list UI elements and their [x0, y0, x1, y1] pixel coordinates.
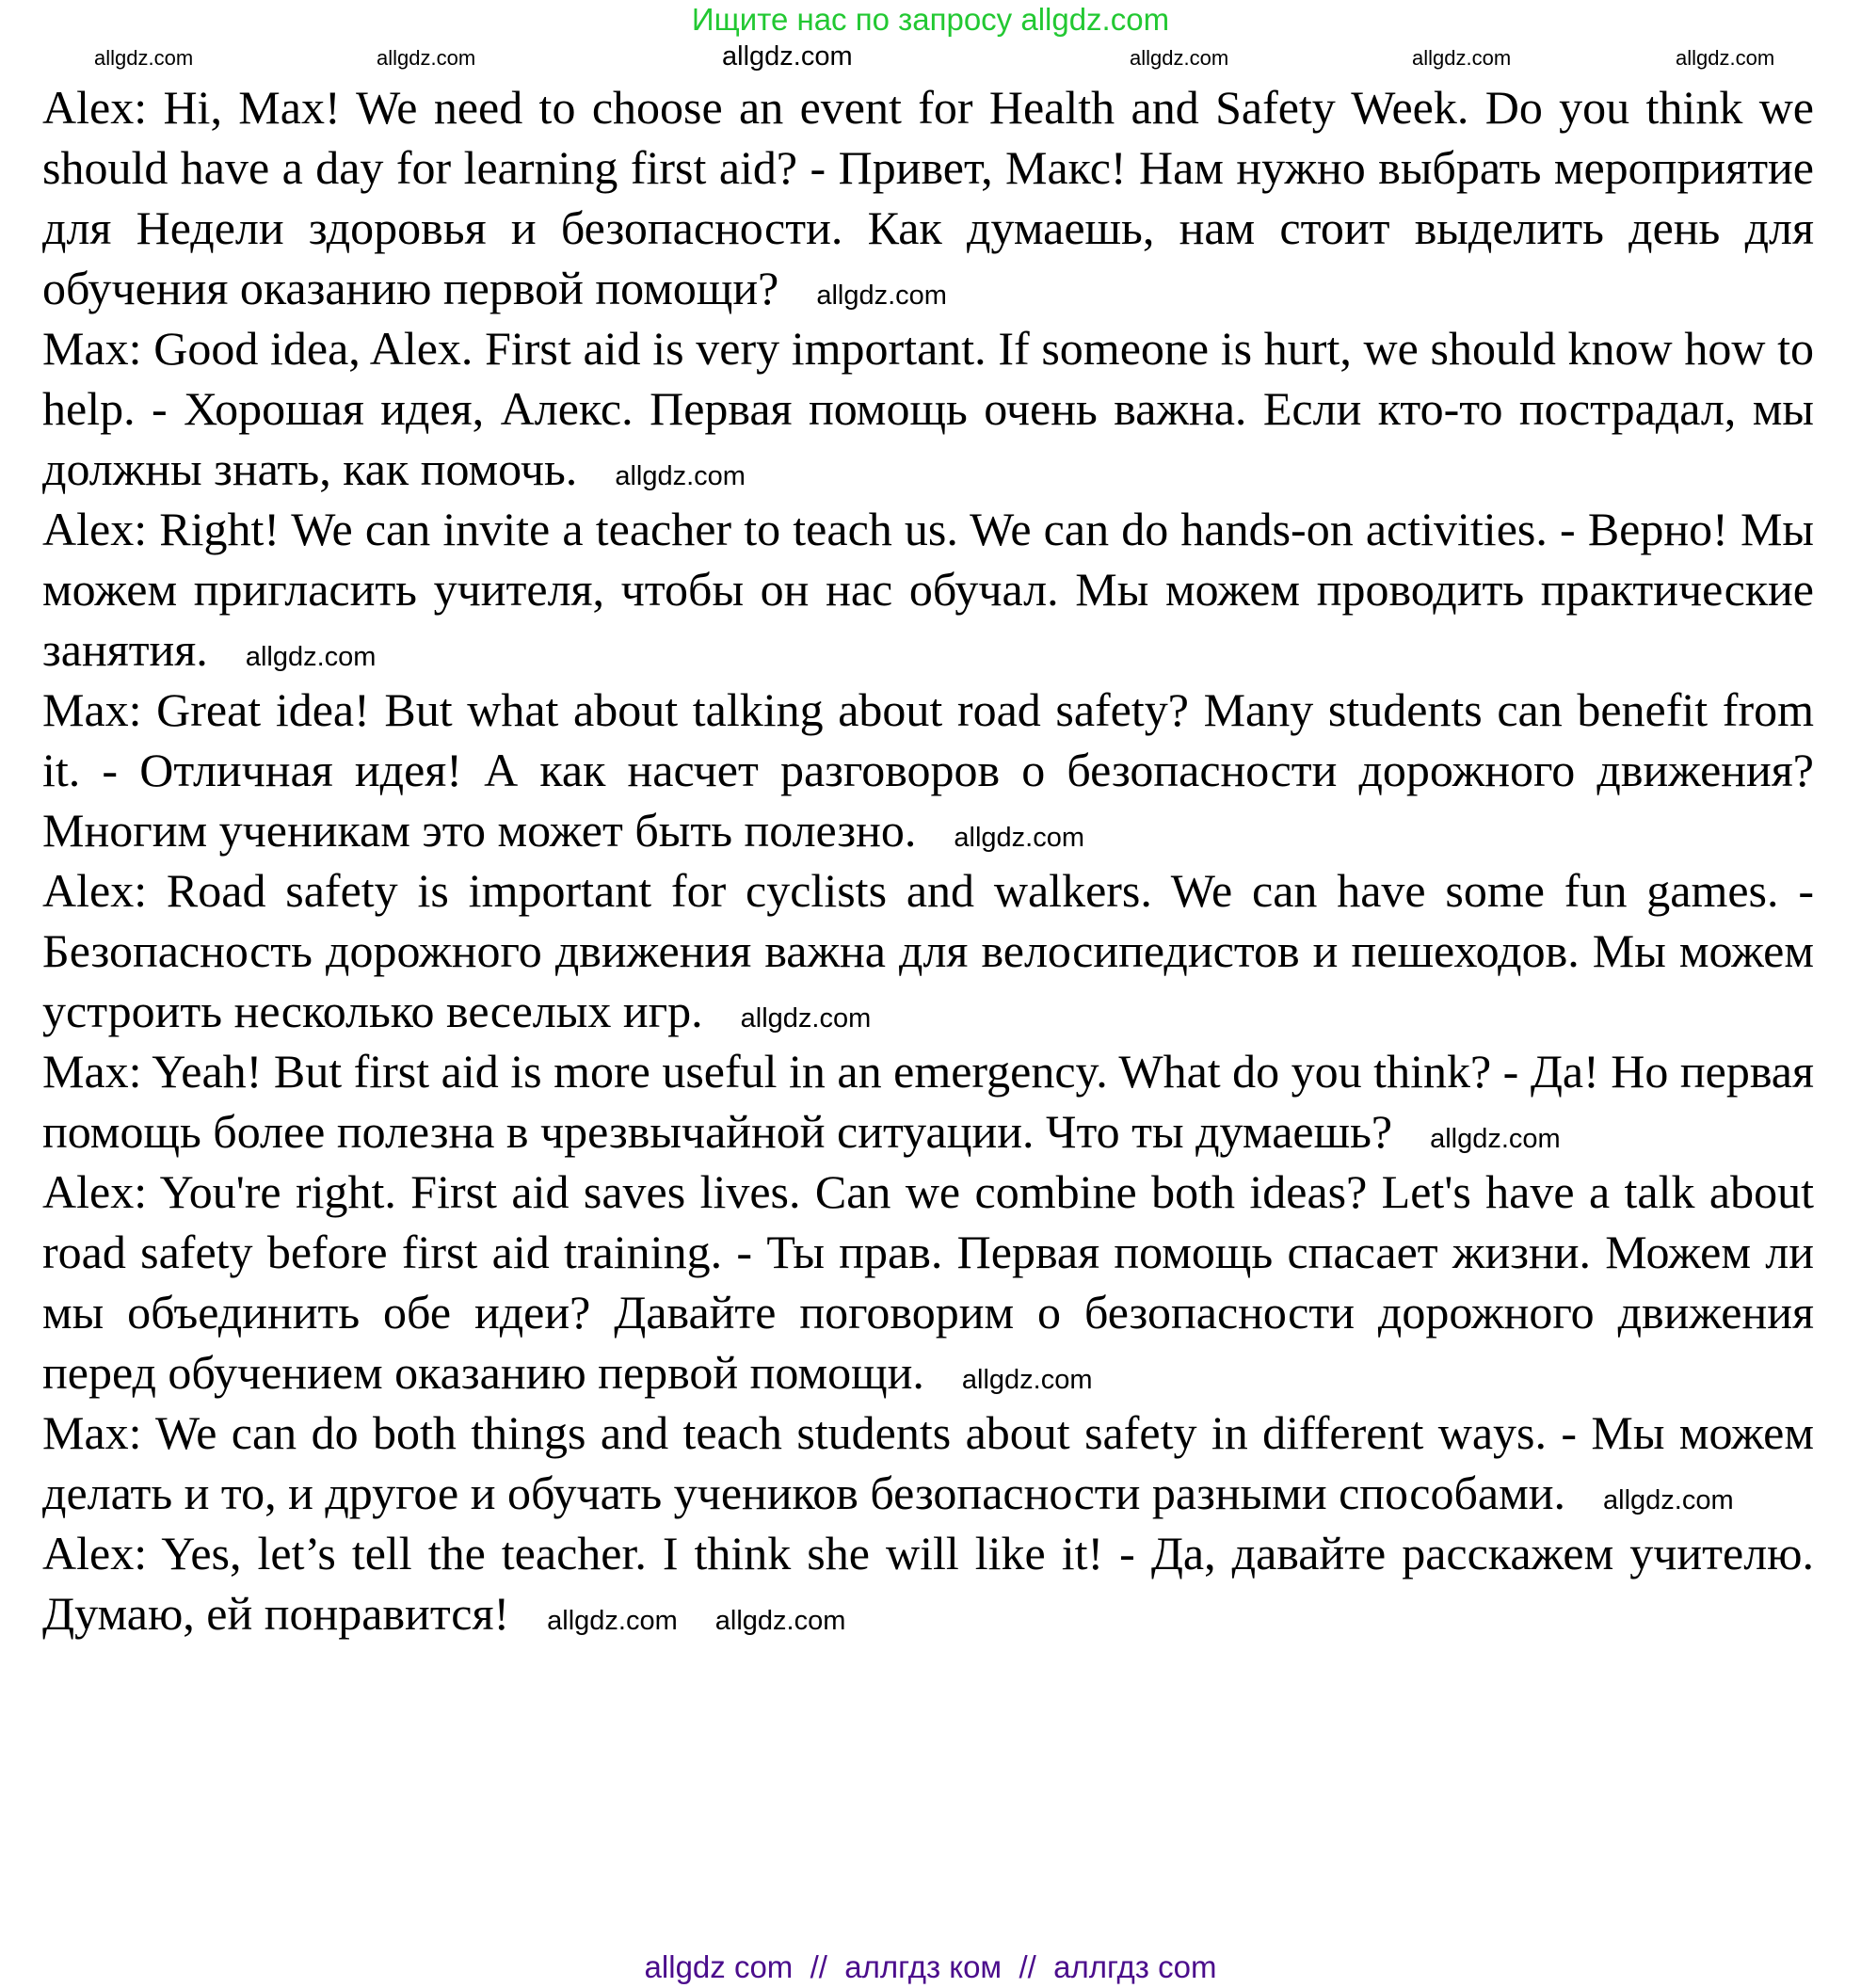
dialogue-line: Alex: You're right. First aid saves lives. Can we combine both ideas? Let's have a talk about road safety before first aid training. - Ты прав. Первая помощь спасает жизни. Можем ли мы объединить обе идеи? Давайте поговорим о безопасности дорожного движения перед обучением оказанию первой помощи.	[42, 1165, 1814, 1399]
watermark: allgdz.com	[816, 281, 947, 311]
dialogue-text	[42, 77, 1814, 1643]
watermark: allgdz.com	[1130, 46, 1229, 70]
dialogue-line: Alex: Right! We can invite a teacher to teach us. We can do hands-on activities. - Верно! Мы можем пригласить учителя, чтобы он нас обучал. Мы можем проводить практические занятия.	[42, 503, 1814, 676]
watermark: allgdz.com	[1676, 46, 1775, 70]
watermark: allgdz.com	[615, 461, 746, 491]
watermark: allgdz.com	[94, 46, 194, 70]
dialogue-line: Alex: Yes, let’s tell the teacher. I think she will like it! - Да, давайте расскажем учителю. Думаю, ей понравится!	[42, 1527, 1814, 1640]
watermark: allgdz.com	[961, 1365, 1093, 1395]
watermark: allgdz.com	[714, 1606, 846, 1636]
watermark: allgdz.com	[1412, 46, 1512, 70]
dialogue-line: Max: Great idea! But what about talking about road safety? Many students can benefit from it. - Отличная идея! А как насчет разговоров о безопасности дорожного движения? Многим ученикам это может быть полезно.	[42, 683, 1814, 857]
dialogue-line: Alex: Hi, Max! We need to choose an event for Health and Safety Week. Do you think we should have a day for learning first aid? - Привет, Макс! Нам нужно выбрать мероприятие для Недели здоровья и безопасности. Как думаешь, нам стоит выделить день для обучения оказанию первой помощи?	[42, 81, 1814, 314]
watermark: allgdz.com	[722, 41, 853, 72]
watermark: allgdz.com	[245, 642, 377, 672]
watermark: allgdz.com	[740, 1003, 872, 1034]
dialogue-line: Max: We can do both things and teach students about safety in different ways. - Мы можем делать и то, и другое и обучать учеников безопасности разными способами.	[42, 1406, 1814, 1519]
search-promo-banner: Ищите нас по запросу allgdz.com	[691, 2, 1170, 37]
watermark: allgdz.com	[377, 46, 476, 70]
watermark: allgdz.com	[1603, 1485, 1734, 1515]
dialogue-line: Alex: Road safety is important for cyclists and walkers. We can have some fun games. - Безопасность дорожного движения важна для велосипедистов и пешеходов. Мы можем устроить несколько веселых игр.	[42, 864, 1814, 1037]
dialogue-line: Max: Yeah! But first aid is more useful in an emergency. What do you think? - Да! Но первая помощь более полезна в чрезвычайной ситуации. Что ты думаешь?	[42, 1045, 1814, 1158]
watermark: allgdz.com	[954, 823, 1084, 853]
dialogue-line: Max: Good idea, Alex. First aid is very important. If someone is hurt, we should know how to help. - Хорошая идея, Алекс. Первая помощь очень важна. Если кто-то пострадал, мы должны знать, как помочь.	[42, 322, 1814, 495]
watermark: allgdz.com	[1430, 1124, 1561, 1154]
watermark: allgdz.com	[547, 1606, 678, 1636]
footer-links: allgdz com // аллгдз ком // аллгдз com	[644, 1949, 1217, 1984]
